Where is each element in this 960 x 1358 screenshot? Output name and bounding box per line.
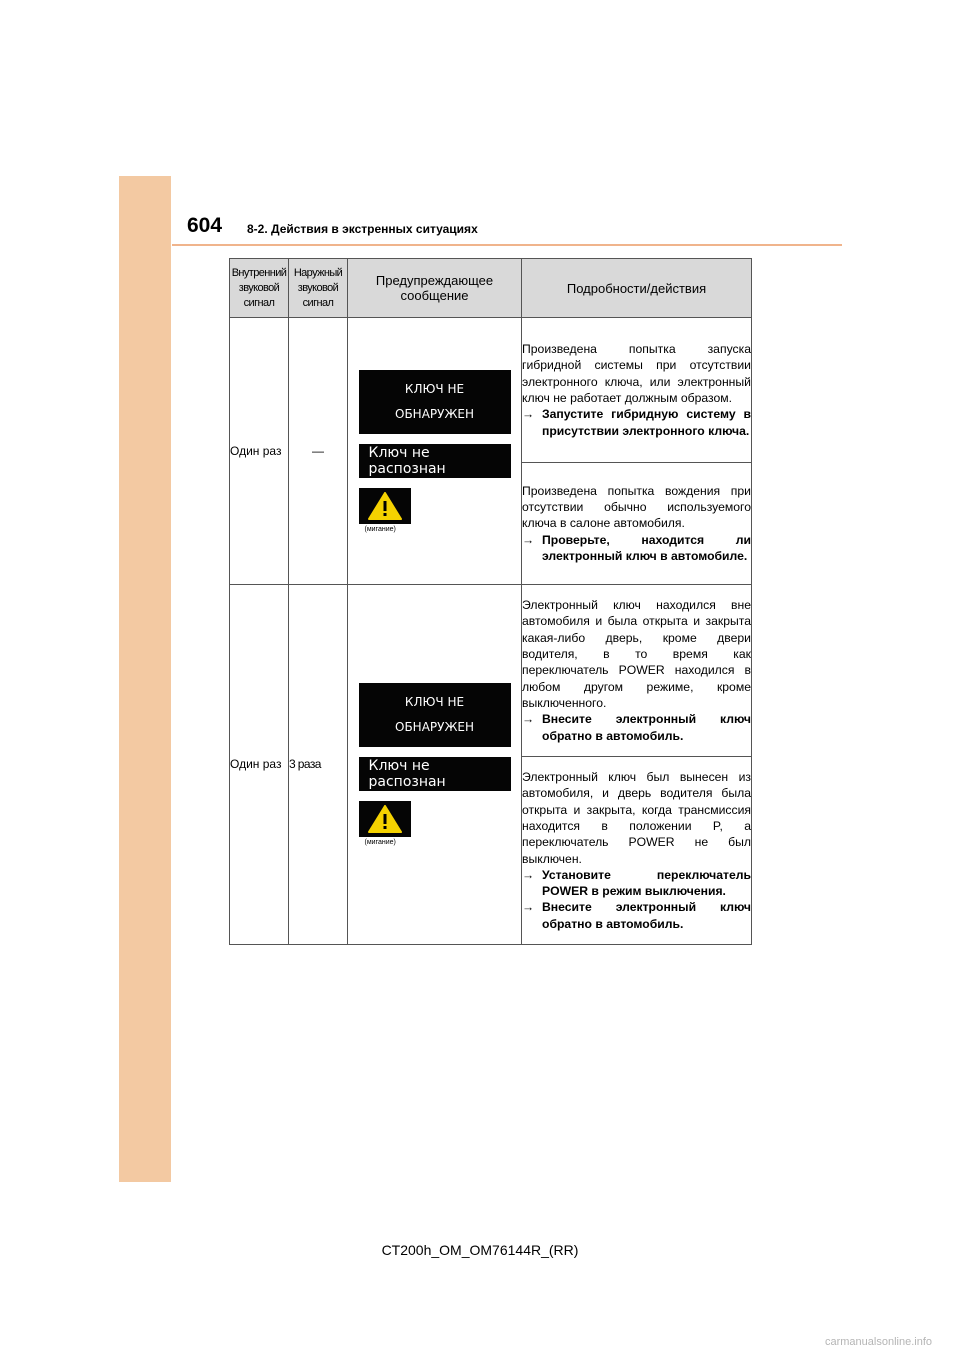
document-code: CT200h_OM_OM76144R_(RR) [381, 1242, 579, 1258]
warning-message-cell [348, 585, 522, 945]
action-item: → Установите переключатель POWER в режим выключения. [522, 867, 751, 899]
warning-triangle-icon [359, 801, 411, 837]
action-item: → Внесите электронный ключ обратно в автомобиль. [522, 900, 751, 931]
section-title: 8-2. Действия в экстренных ситуациях [247, 222, 478, 236]
page-number: 604 [187, 214, 223, 237]
warning-message-table [229, 258, 752, 945]
display-message-key-not-detected [359, 370, 511, 434]
header-divider [172, 244, 842, 246]
external-signal-cell: 3 раза [289, 585, 348, 945]
detail-cell [522, 318, 752, 463]
display-message-line: ОБНАРУЖЕН [395, 406, 474, 421]
internal-signal-cell: Один раз [230, 318, 289, 585]
warning-message-cell [348, 318, 522, 585]
display-message-line: КЛЮЧ НЕ [404, 695, 465, 709]
detail-cell [522, 463, 752, 585]
display-message-line: ОБНАРУЖЕН [395, 720, 474, 734]
arrow-icon: → [522, 900, 535, 915]
arrow-icon: → [522, 407, 535, 422]
detail-cell [522, 585, 752, 757]
blink-label: (мигание) [364, 839, 396, 846]
display-message-line: КЛЮЧ НЕ [404, 381, 465, 396]
col-header-warning-message: Предупреждающее сообщение [348, 259, 522, 318]
col-header-internal-signal: Внутренний звуковой сигнал [230, 259, 289, 318]
table-header-row [230, 259, 752, 318]
action-item: → Запустите гибридную систему в присутствии электронного ключа. [522, 407, 751, 438]
col-header-details: Подробности/действия [522, 259, 752, 318]
side-tab-band [119, 176, 171, 1182]
external-signal-cell: — [289, 318, 348, 585]
table-row [230, 318, 752, 463]
table-row [230, 585, 752, 757]
detail-text: Произведена попытка запуска гибридной системы при отсутствии электронного ключа, или электронный ключ не работает должным образом. [522, 342, 751, 405]
detail-text: Произведена попытка вождения при отсутствии обычно используемого ключа в салоне автомобиля. [522, 483, 751, 531]
display-message-key-not-detected [359, 683, 511, 747]
arrow-icon: → [522, 867, 535, 882]
warning-triangle-icon [359, 488, 411, 524]
detail-text: Электронный ключ находился вне автомобиля и была открыта и закрыта какая-либо дверь, кроме двери водителя, в то время как переключатель POWER находился в любом другом режиме, кроме выключенного. [522, 598, 751, 710]
watermark: carmanualsonline.info [824, 1336, 932, 1348]
blink-label: (мигание) [364, 525, 396, 533]
display-message-key-not-recognized: Ключ не распознан [359, 444, 511, 478]
action-item: → Внесите электронный ключ обратно в автомобиль. [522, 712, 751, 743]
internal-signal-cell: Один раз [230, 585, 289, 945]
detail-text: Электронный ключ был вынесен из автомобиля, и дверь водителя была открыта и закрыта, когда трансмиссия находится в положении P, а переключатель POWER не был выключен. [522, 770, 751, 866]
col-header-external-signal: Наружный звуковой сигнал [289, 259, 348, 318]
action-item: → Проверьте, находится ли электронный ключ в автомобиле. [522, 532, 751, 563]
display-message-key-not-recognized: Ключ не распознан [359, 757, 511, 791]
detail-cell [522, 757, 752, 945]
arrow-icon: → [522, 712, 535, 727]
arrow-icon: → [522, 532, 535, 547]
